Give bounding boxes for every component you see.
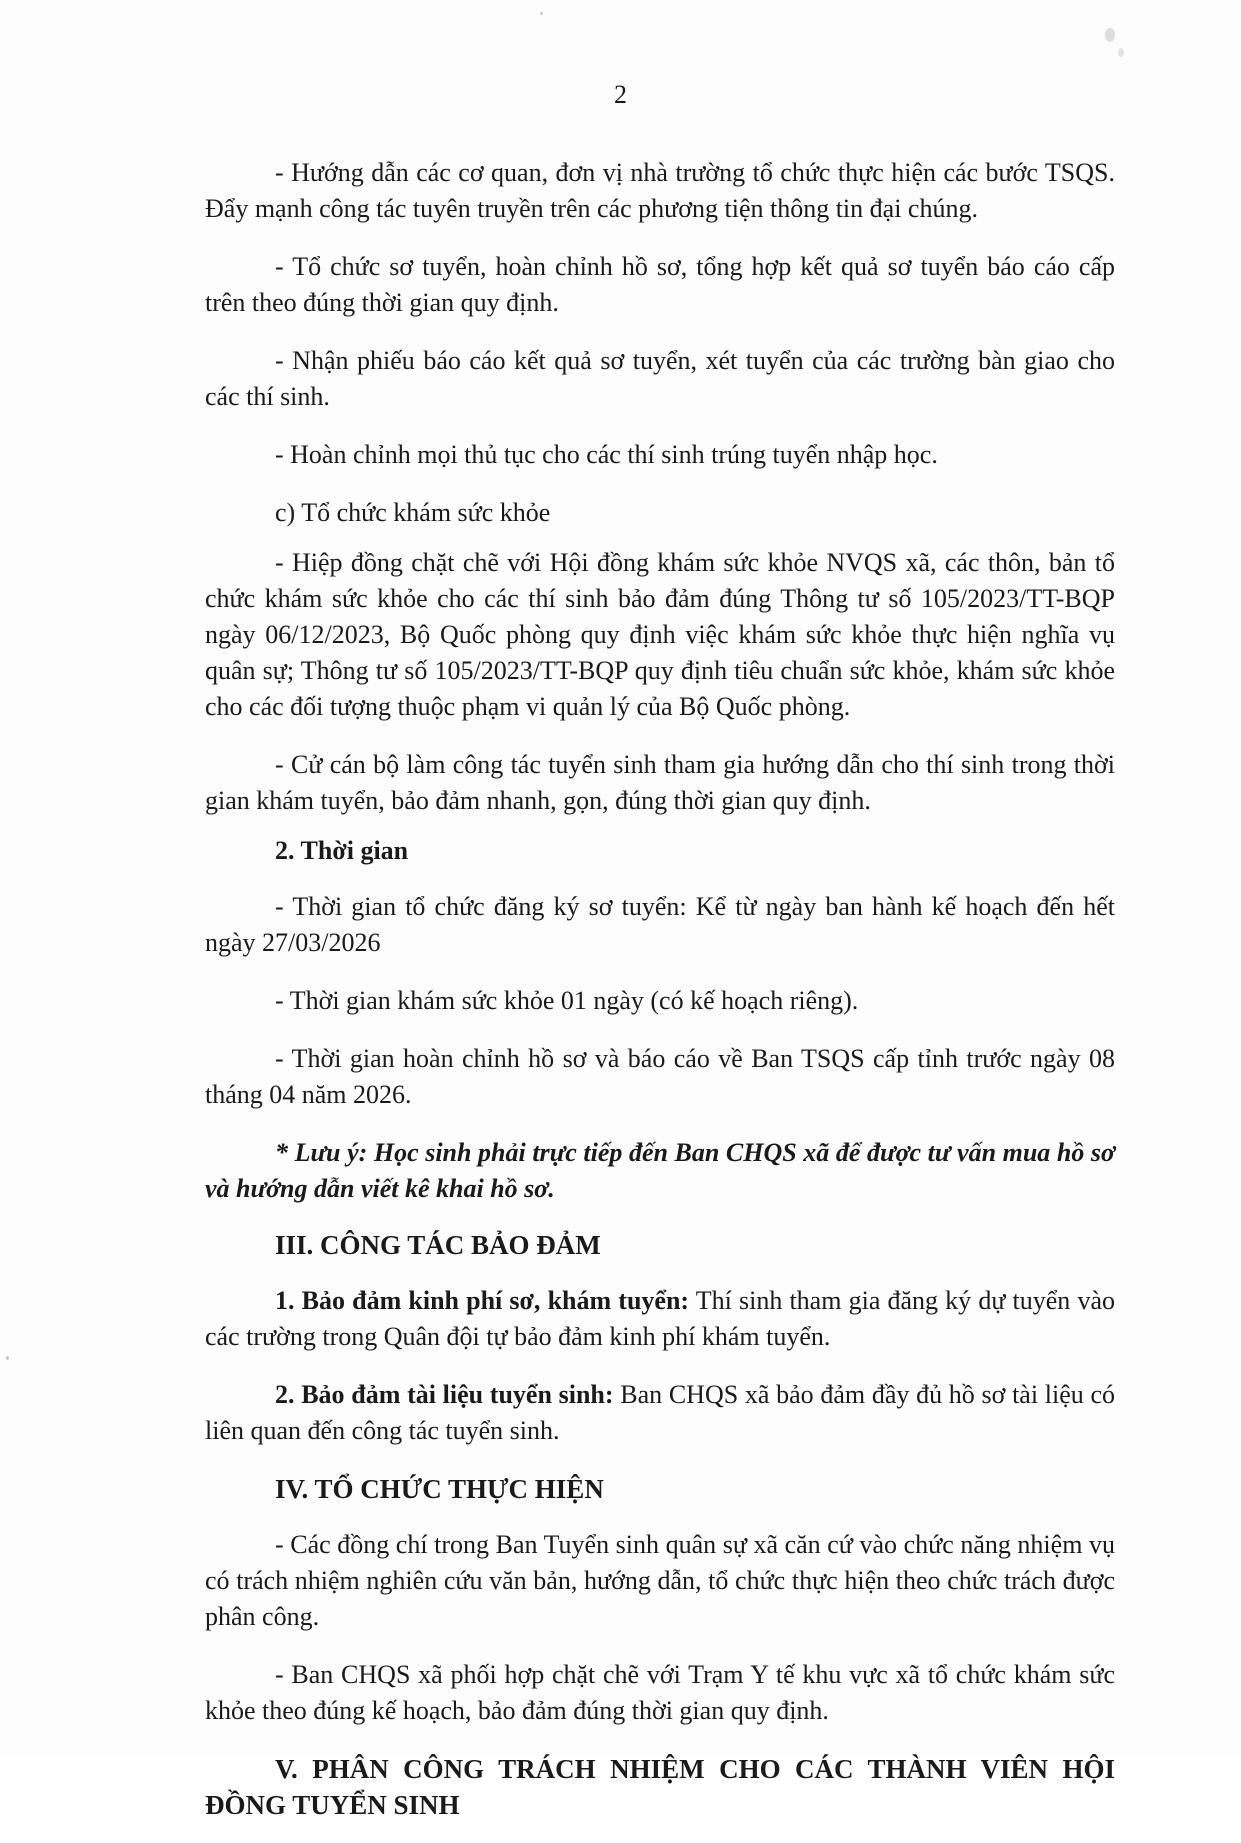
heading-section-3: III. CÔNG TÁC BẢO ĐẢM bbox=[275, 1230, 601, 1260]
heading-time: 2. Thời gian bbox=[275, 836, 409, 865]
assurance-item-documents bbox=[205, 1377, 1115, 1449]
assurance-item-documents-label: 2. Bảo đảm tài liệu tuyển sinh: bbox=[275, 1380, 614, 1409]
scan-speck bbox=[6, 1356, 9, 1360]
scan-speck bbox=[1118, 48, 1124, 57]
implementation-item-health-station: - Ban CHQS xã phối hợp chặt chẽ với Trạm Y tế khu vực xã tổ chức khám sức khỏe theo đúng kế hoạch, bảo đảm đúng thời gian quy định. bbox=[205, 1660, 1115, 1725]
paragraph-complete-procedures: - Hoàn chỉnh mọi thủ tục cho các thí sinh trúng tuyển nhập học. bbox=[275, 440, 938, 469]
assurance-item-documents-text: Ban CHQS xã bảo đảm đầy đủ hồ sơ tài liệu có liên quan đến công tác tuyển sinh. bbox=[205, 1380, 1115, 1445]
note-students: * Lưu ý: Học sinh phải trực tiếp đến Ban CHQS xã để được tư vấn mua hồ sơ và hướng dẫn viết kê khai hồ sơ. bbox=[205, 1138, 1115, 1203]
scan-speck bbox=[540, 12, 543, 15]
heading-section-5: V. PHÂN CÔNG TRÁCH NHIỆM CHO CÁC THÀNH VIÊN HỘI ĐỒNG TUYỂN SINH bbox=[205, 1754, 1115, 1820]
heading-section-4: IV. TỔ CHỨC THỰC HIỆN bbox=[275, 1474, 604, 1504]
time-item-health-check: - Thời gian khám sức khỏe 01 ngày (có kế hoạch riêng). bbox=[275, 986, 859, 1015]
subheading-health-check: c) Tổ chức khám sức khỏe bbox=[275, 498, 551, 527]
paragraph-guidance: - Hướng dẫn các cơ quan, đơn vị nhà trường tổ chức thực hiện các bước TSQS. Đẩy mạnh công tác tuyên truyền trên các phương tiện thông tin đại chúng. bbox=[205, 158, 1115, 223]
paragraph-preliminary-selection: - Tổ chức sơ tuyển, hoàn chỉnh hồ sơ, tổng hợp kết quả sơ tuyển báo cáo cấp trên theo đúng thời gian quy định. bbox=[205, 252, 1115, 317]
paragraph-receive-reports: - Nhận phiếu báo cáo kết quả sơ tuyển, xét tuyển của các trường bàn giao cho các thí sinh. bbox=[205, 346, 1115, 411]
time-item-registration: - Thời gian tổ chức đăng ký sơ tuyển: Kể từ ngày ban hành kế hoạch đến hết ngày 27/03/2026 bbox=[205, 892, 1115, 957]
assurance-item-funding-label: 1. Bảo đảm kinh phí sơ, khám tuyển: bbox=[275, 1286, 690, 1315]
page-number: 2 bbox=[614, 80, 627, 109]
time-item-report: - Thời gian hoàn chỉnh hồ sơ và báo cáo về Ban TSQS cấp tỉnh trước ngày 08 tháng 04 năm 2026. bbox=[205, 1044, 1115, 1109]
paragraph-health-coordination: - Hiệp đồng chặt chẽ với Hội đồng khám sức khỏe NVQS xã, các thôn, bản tổ chức khám sức khỏe cho các thí sinh bảo đảm đúng Thông tư số 105/2023/TT-BQP ngày 06/12/2023, Bộ Quốc phòng quy định việc khám sức khỏe thực hiện nghĩa vụ quân sự; Thông tư số 105/2023/TT-BQP quy định tiêu chuẩn sức khỏe, khám sức khỏe cho các đối tượng thuộc phạm vi quản lý của Bộ Quốc phòng. bbox=[205, 548, 1115, 721]
scan-speck bbox=[1105, 28, 1115, 42]
document-body bbox=[205, 155, 1115, 1843]
assurance-item-funding bbox=[205, 1283, 1115, 1355]
implementation-item-members: - Các đồng chí trong Ban Tuyển sinh quân sự xã căn cứ vào chức năng nhiệm vụ có trách nhiệm nghiên cứu văn bản, hướng dẫn, tổ chức thực hiện theo chức trách được phân công. bbox=[205, 1530, 1115, 1631]
assurance-item-funding-text: Thí sinh tham gia đăng ký dự tuyển vào các trường trong Quân đội tự bảo đảm kinh phí khám tuyển. bbox=[205, 1286, 1115, 1351]
paragraph-assign-staff: - Cử cán bộ làm công tác tuyển sinh tham gia hướng dẫn cho thí sinh trong thời gian khám tuyển, bảo đảm nhanh, gọn, đúng thời gian quy định. bbox=[205, 750, 1115, 815]
